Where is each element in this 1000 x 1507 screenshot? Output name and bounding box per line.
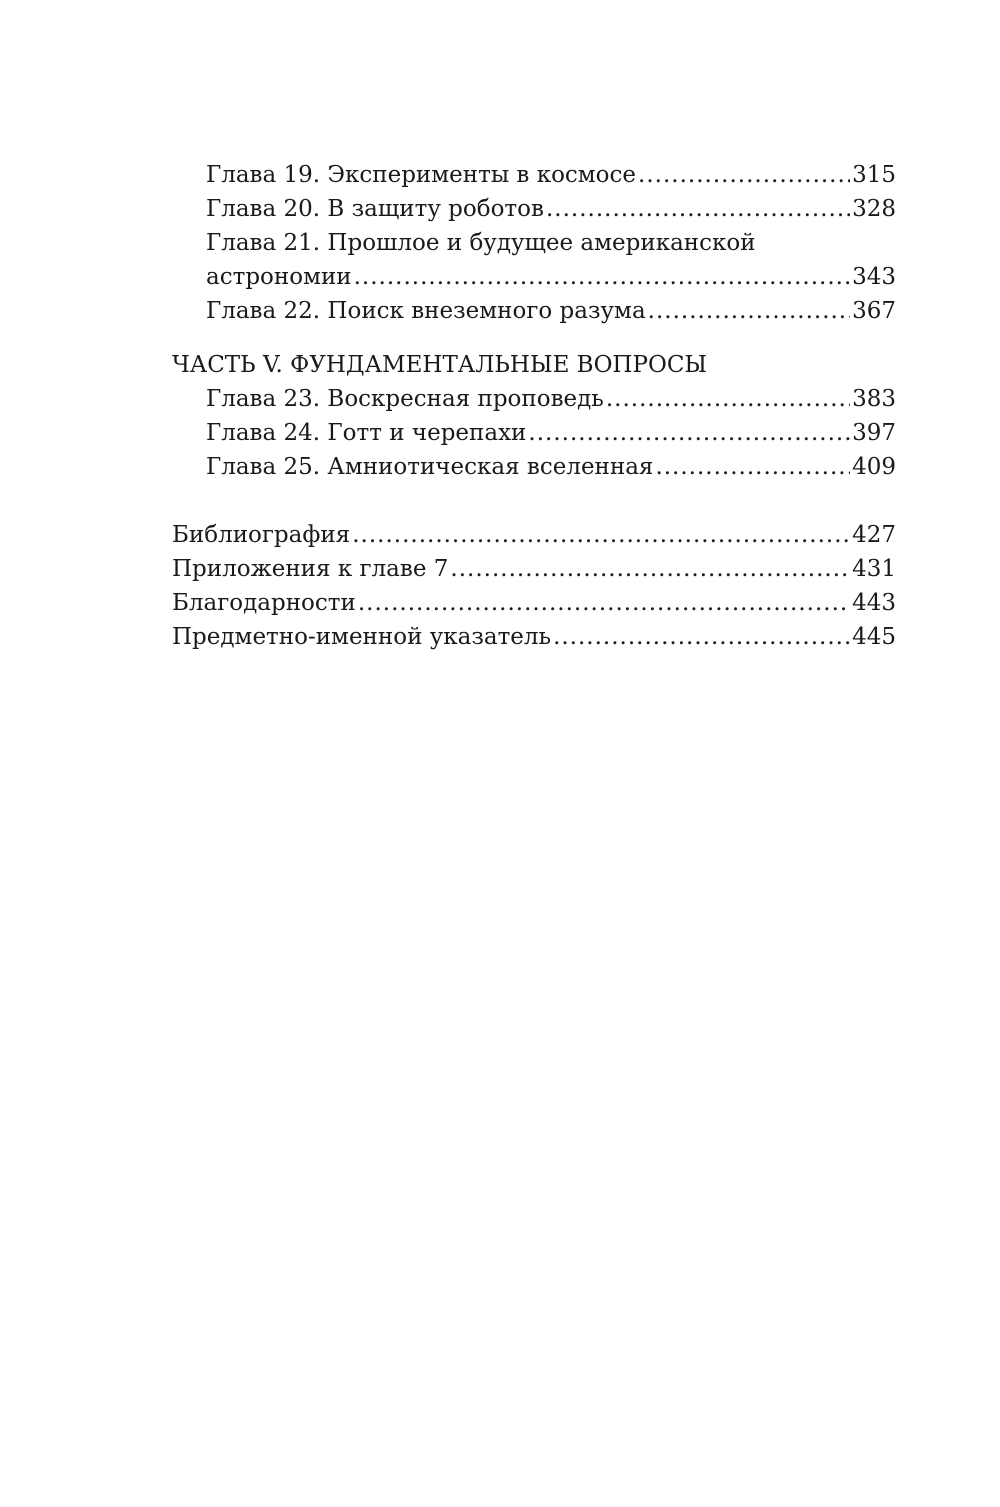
dot-leader <box>638 158 850 192</box>
toc-entry-title: Глава 20. В защиту роботов <box>206 196 544 222</box>
toc-entry-page: 328 <box>852 196 896 222</box>
toc-entry-page: 343 <box>852 264 896 290</box>
toc-entry-page: 431 <box>852 556 896 582</box>
toc-entry-chapter-19 <box>172 158 896 192</box>
toc-entry-chapter-21-line1: Глава 21. Прошлое и будущее американской <box>206 230 756 256</box>
toc-entry-chapter-22 <box>172 294 896 328</box>
dot-leader <box>648 294 850 328</box>
toc-entry-title: Глава 25. Амниотическая вселенная <box>206 454 654 480</box>
dot-leader <box>354 260 850 294</box>
toc-entry-page: 409 <box>852 454 896 480</box>
toc-entry-acknowledgements <box>172 586 896 620</box>
dot-leader <box>606 382 850 416</box>
toc-entry-appendices <box>172 552 896 586</box>
part-heading: ЧАСТЬ V. ФУНДАМЕНТАЛЬНЫЕ ВОПРОСЫ <box>172 352 708 378</box>
toc-entry-title: Библиография <box>172 522 351 548</box>
dot-leader <box>546 192 850 226</box>
toc-entry-title: Глава 23. Воскресная проповедь <box>206 386 604 412</box>
toc-entry-chapter-20 <box>172 192 896 226</box>
toc-entry-chapter-23 <box>172 382 896 416</box>
toc-entry-page: 315 <box>852 162 896 188</box>
section-gap <box>172 484 896 518</box>
dot-leader <box>553 620 850 654</box>
dot-leader <box>450 552 850 586</box>
toc-entry-page: 443 <box>852 590 896 616</box>
toc-entry-page: 397 <box>852 420 896 446</box>
toc-entry-index <box>172 620 896 654</box>
toc-entry-chapter-21 <box>172 260 896 294</box>
toc-entry-bibliography <box>172 518 896 552</box>
toc-entry-title: Благодарности <box>172 590 356 616</box>
dot-leader <box>528 416 850 450</box>
toc-entry-chapter-25 <box>172 450 896 484</box>
toc-entry-title: Предметно-именной указатель <box>172 624 552 650</box>
table-of-contents <box>172 158 896 654</box>
toc-entry-title: Глава 22. Поиск внеземного разума <box>206 298 646 324</box>
toc-entry-page: 445 <box>852 624 896 650</box>
toc-entry-page: 427 <box>852 522 896 548</box>
toc-entry-title: астрономии <box>206 264 352 290</box>
dot-leader <box>358 586 850 620</box>
dot-leader <box>352 518 850 552</box>
toc-entry-page: 367 <box>852 298 896 324</box>
toc-entry-title: Глава 19. Эксперименты в космосе <box>206 162 637 188</box>
toc-entry-title: Глава 24. Готт и черепахи <box>206 420 527 446</box>
toc-entry-chapter-24 <box>172 416 896 450</box>
toc-entry-page: 383 <box>852 386 896 412</box>
toc-entry-title: Приложения к главе 7 <box>172 556 449 582</box>
dot-leader <box>655 450 850 484</box>
